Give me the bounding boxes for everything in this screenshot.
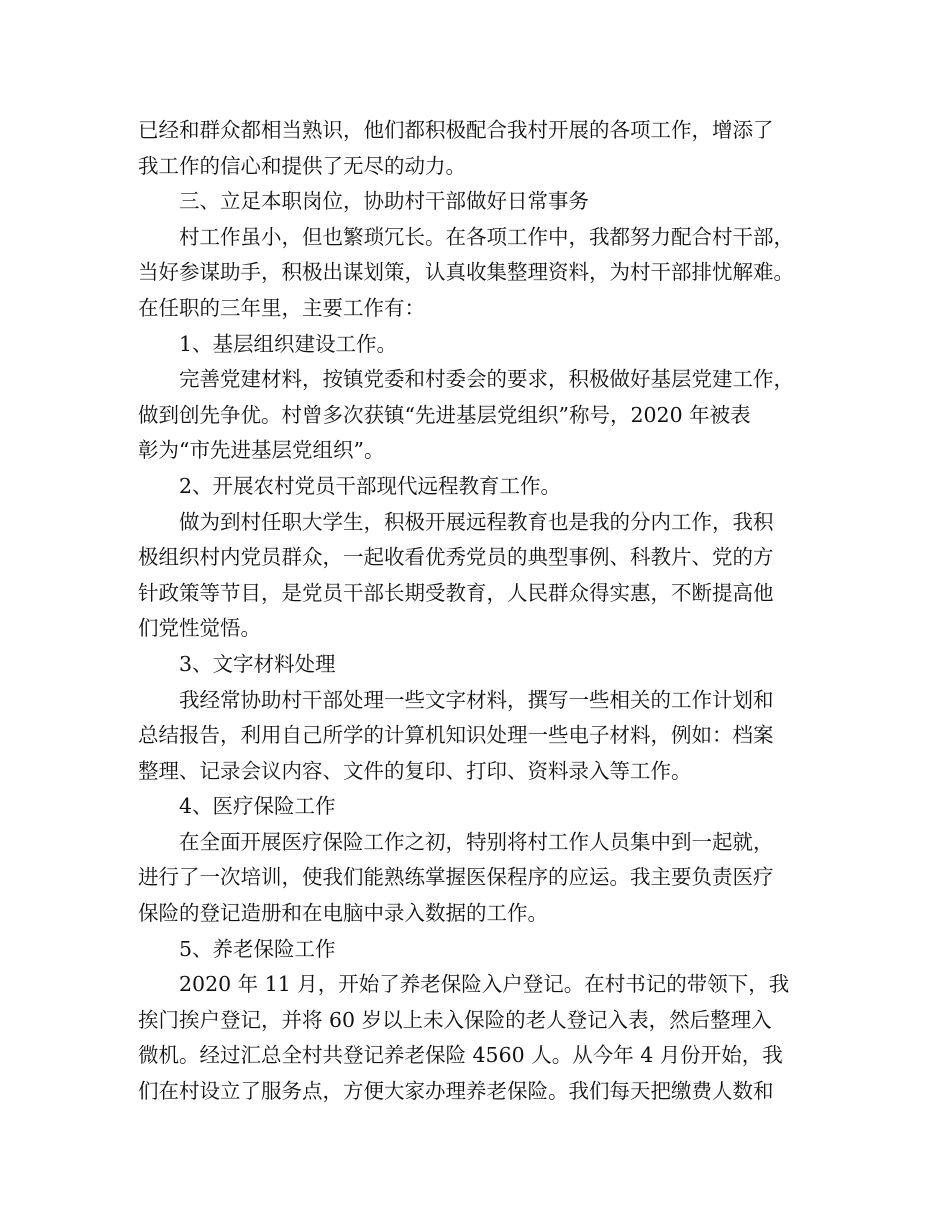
text-line: 完善党建材料，按镇党委和村委会的要求，积极做好基层党建工作，: [138, 367, 794, 392]
item-heading: 1、基层组织建设工作。: [138, 331, 398, 356]
text-line: 微机。经过汇总全村共登记养老保险 4560 人。从今年 4 月份开始，我: [138, 1043, 783, 1068]
text-line: 整理、记录会议内容、文件的复印、打印、资料录入等工作。: [138, 758, 692, 783]
text-line: 在任职的三年里，主要工作有：: [138, 295, 425, 320]
text-line: 极组织村内党员群众，一起收看优秀党员的典型事例、科教片、党的方: [138, 545, 774, 570]
document-body: [138, 113, 828, 1110]
text-line: 总结报告，利用自己所学的计算机知识处理一些电子材料，例如：档案: [138, 723, 774, 748]
text-line: 我经常协助村干部处理一些文字材料，撰写一些相关的工作计划和: [138, 687, 774, 712]
text-line: 当好参谋助手，积极出谋划策，认真收集整理资料，为村干部排忧解难。: [138, 260, 794, 285]
text-line: 挨门挨户登记，并将 60 岁以上未入保险的老人登记入表，然后整理入: [138, 1007, 772, 1032]
text-line: 做到创先争优。村曾多次获镇“先进基层党组织”称号，2020 年被表: [138, 402, 751, 427]
text-line: 已经和群众都相当熟识，他们都积极配合我村开展的各项工作，增添了: [138, 118, 774, 142]
text-line: 进行了一次培训，使我们能熟练掌握医保程序的应运。我主要负责医疗: [138, 865, 774, 890]
text-line: 在全面开展医疗保险工作之初，特别将村工作人员集中到一起就，: [138, 829, 774, 854]
text-line: 做为到村任职大学生，积极开展远程教育也是我的分内工作，我积: [138, 509, 774, 534]
text-line: 我工作的信心和提供了无尽的动力。: [138, 153, 466, 178]
text-line: 们在村设立了服务点，方便大家办理养老保险。我们每天把缴费人数和: [138, 1079, 774, 1104]
item-heading: 3、文字材料处理: [138, 651, 336, 676]
text-line: 村工作虽小，但也繁琐冗长。在各项工作中，我都努力配合村干部，: [138, 224, 794, 249]
text-line: 们党性觉悟。: [138, 616, 261, 641]
item-heading: 2、开展农村党员干部现代远程教育工作。: [138, 473, 562, 498]
text-line: 保险的登记造册和在电脑中录入数据的工作。: [138, 901, 548, 926]
text-line: 针政策等节目，是党员干部长期受教育，人民群众得实惠，不断提高他: [138, 580, 774, 605]
section-heading: 三、立足本职岗位，协助村干部做好日常事务: [138, 189, 589, 214]
text-line: 彰为“市先进基层党组织”。: [138, 438, 385, 463]
text-line: 2020 年 11 月，开始了养老保险入户登记。在村书记的带领下，我: [138, 972, 790, 997]
item-heading: 5、养老保险工作: [138, 936, 336, 961]
item-heading: 4、医疗保险工作: [138, 794, 336, 819]
